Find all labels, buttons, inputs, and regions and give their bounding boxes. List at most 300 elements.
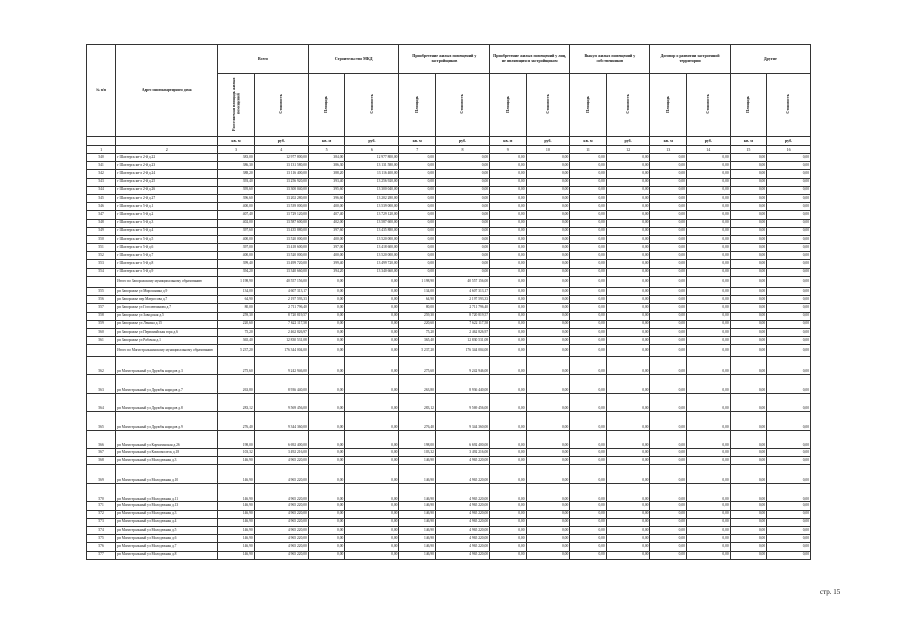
value-cell: 0,00 — [730, 412, 766, 431]
value-cell: 400,00 — [308, 252, 344, 260]
table-row — [87, 457, 811, 465]
value-cell: 0,00 — [308, 535, 344, 543]
value-cell: 0,00 — [308, 312, 344, 320]
value-cell: 0,00 — [490, 244, 526, 252]
table-row — [87, 526, 811, 534]
value-cell: 0,00 — [570, 178, 606, 186]
value-cell: 0,00 — [490, 186, 526, 194]
value-cell: 263,80 — [218, 375, 254, 394]
table-row — [87, 393, 811, 412]
value-cell: 4 965 220,00 — [435, 526, 489, 534]
value-cell: 0,00 — [345, 543, 399, 551]
value-cell: 0,00 — [308, 296, 344, 304]
value-cell: 0,00 — [490, 276, 526, 287]
value-cell: 0,00 — [490, 526, 526, 534]
value-cell: 0,00 — [526, 244, 570, 252]
value-cell: 0,00 — [650, 483, 686, 502]
value-cell: 388,20 — [308, 170, 344, 178]
value-cell: 3 492 216,00 — [254, 449, 308, 457]
value-cell: 0,00 — [570, 252, 606, 260]
header-unit-rub: руб. — [435, 137, 489, 146]
value-cell: 0,00 — [730, 430, 766, 449]
value-cell: 0,00 — [767, 268, 811, 276]
address-cell: рп Запорожье ул Рабочая д.1 — [116, 337, 218, 345]
value-cell: 0,00 — [526, 320, 570, 328]
value-cell: 0,00 — [686, 244, 730, 252]
value-cell: 0,00 — [686, 375, 730, 394]
value-cell: 0,00 — [570, 328, 606, 336]
address-cell: Итого по Запорожскому муниципальному образованию — [116, 276, 218, 287]
table-row — [87, 154, 811, 162]
value-cell: 75,20 — [399, 328, 435, 336]
header-unit-rub: руб. — [526, 137, 570, 146]
value-cell: 0,00 — [570, 186, 606, 194]
value-cell: 0,00 — [399, 252, 435, 260]
value-cell: 4 965 220,00 — [435, 483, 489, 502]
value-cell: 0,00 — [650, 449, 686, 457]
table-row — [87, 304, 811, 312]
value-cell: 0,00 — [767, 288, 811, 296]
value-cell: 0,00 — [730, 543, 766, 551]
value-cell: 0,00 — [490, 296, 526, 304]
value-cell: 0,00 — [686, 178, 730, 186]
value-cell: 0,00 — [308, 337, 344, 345]
value-cell: 0,00 — [606, 268, 650, 276]
column-number: 15 — [730, 146, 766, 154]
column-number: 12 — [606, 146, 650, 154]
value-cell: 0,00 — [606, 483, 650, 502]
value-cell: 4 965 220,00 — [254, 543, 308, 551]
table-row — [87, 211, 811, 219]
address-cell: рп Магистральный ул Молодежная д.6 — [116, 535, 218, 543]
header-unit-m2: кв. м — [730, 137, 766, 146]
value-cell: 0,00 — [767, 465, 811, 484]
address-cell: г Шахтерск кв-л 2-й д.22 — [116, 154, 218, 162]
value-cell: 0,00 — [570, 526, 606, 534]
value-cell: 0,00 — [767, 194, 811, 202]
value-cell: 0,00 — [526, 227, 570, 235]
value-cell: 0,00 — [308, 457, 344, 465]
value-cell: 146,90 — [399, 543, 435, 551]
value-cell: 0,00 — [730, 356, 766, 375]
value-cell: 0,00 — [650, 288, 686, 296]
value-cell: 0,00 — [730, 268, 766, 276]
value-cell: 146,90 — [218, 483, 254, 502]
value-cell: 0,00 — [308, 288, 344, 296]
value-cell: 0,00 — [345, 430, 399, 449]
value-cell: 64,90 — [218, 296, 254, 304]
value-cell: 0,00 — [490, 518, 526, 526]
value-cell: 0,00 — [526, 304, 570, 312]
value-cell: 0,00 — [399, 211, 435, 219]
value-cell: 0,00 — [730, 296, 766, 304]
table-row — [87, 268, 811, 276]
value-cell: 0,00 — [650, 260, 686, 268]
value-cell: 0,00 — [606, 252, 650, 260]
value-cell: 0,00 — [526, 502, 570, 510]
header-group-construction: Строительство МКД — [308, 45, 399, 74]
value-cell: 394,20 — [218, 268, 254, 276]
value-cell: 0,00 — [606, 312, 650, 320]
value-cell: 0,00 — [570, 312, 606, 320]
value-cell: 0,00 — [730, 252, 766, 260]
value-cell: 0,00 — [767, 304, 811, 312]
value-cell: 0,00 — [570, 296, 606, 304]
header-group-buyout: Выкуп жилых помещений у собственников — [570, 45, 650, 74]
value-cell: 0,00 — [650, 510, 686, 518]
value-cell: 0,00 — [570, 518, 606, 526]
value-cell: 0,00 — [570, 535, 606, 543]
value-cell: 0,00 — [308, 502, 344, 510]
value-cell: 0,00 — [730, 393, 766, 412]
value-cell: 0,00 — [650, 320, 686, 328]
value-cell: 0,00 — [650, 186, 686, 194]
value-cell: 0,00 — [570, 345, 606, 356]
value-cell: 0,00 — [767, 252, 811, 260]
value-cell: 0,00 — [490, 465, 526, 484]
value-cell: 393,40 — [308, 178, 344, 186]
value-cell: 12 830 531,08 — [254, 337, 308, 345]
value-cell: 397,60 — [308, 227, 344, 235]
value-cell: 0,00 — [345, 375, 399, 394]
value-cell: 0,00 — [526, 170, 570, 178]
value-cell: 13 499 720,00 — [254, 260, 308, 268]
value-cell: 0,00 — [345, 510, 399, 518]
value-cell: 146,90 — [399, 535, 435, 543]
value-cell: 0,00 — [686, 337, 730, 345]
header-unit-m2: кв. м — [490, 137, 526, 146]
value-cell: 4 965 220,00 — [435, 535, 489, 543]
value-cell: 0,00 — [570, 268, 606, 276]
value-cell: 0,00 — [606, 510, 650, 518]
row-number: 542 — [87, 170, 116, 178]
value-cell: 0,00 — [490, 543, 526, 551]
value-cell: 0,00 — [606, 219, 650, 227]
column-number: 14 — [686, 146, 730, 154]
value-cell: 13 499 720,00 — [345, 260, 399, 268]
value-cell: 0,00 — [686, 235, 730, 243]
address-cell: рп Магистральный ул Молодежная д.7 — [116, 543, 218, 551]
value-cell: 0,00 — [435, 186, 489, 194]
value-cell: 0,00 — [345, 483, 399, 502]
value-cell: 0,00 — [650, 337, 686, 345]
value-cell: 0,00 — [526, 194, 570, 202]
address-cell: г Шахтерск кв-л 5-й д.6 — [116, 244, 218, 252]
value-cell: 0,00 — [650, 375, 686, 394]
table-row — [87, 178, 811, 186]
value-cell: 0,00 — [767, 518, 811, 526]
header-unit-m2: кв. м — [399, 137, 435, 146]
row-number: 569 — [87, 465, 116, 484]
value-cell: 0,00 — [435, 194, 489, 202]
table-row — [87, 219, 811, 227]
value-cell: 0,00 — [686, 194, 730, 202]
value-cell: 13 520 000,00 — [254, 235, 308, 243]
row-number: 563 — [87, 375, 116, 394]
value-cell: 0,00 — [686, 483, 730, 502]
value-cell: 13 131 580,00 — [254, 162, 308, 170]
row-number: 556 — [87, 296, 116, 304]
value-cell: 0,00 — [570, 375, 606, 394]
value-cell: 0,00 — [570, 412, 606, 431]
value-cell: 0,00 — [570, 393, 606, 412]
value-cell: 0,00 — [650, 203, 686, 211]
value-cell: 0,00 — [308, 320, 344, 328]
value-cell: 5 237,20 — [399, 345, 435, 356]
address-cell: г Шахтерск кв-л 5-й д.1 — [116, 203, 218, 211]
header-unit-rub: руб. — [686, 137, 730, 146]
value-cell: 0,00 — [570, 449, 606, 457]
value-cell: 0,00 — [490, 154, 526, 162]
header-sub-cost: Стоимость — [526, 74, 570, 137]
value-cell: 146,90 — [399, 518, 435, 526]
value-cell: 0,00 — [345, 465, 399, 484]
table-header — [87, 45, 811, 154]
value-cell: 0,00 — [650, 178, 686, 186]
value-cell: 0,00 — [767, 535, 811, 543]
value-cell: 4 965 220,00 — [254, 551, 308, 559]
table-row — [87, 551, 811, 559]
value-cell: 0,00 — [490, 203, 526, 211]
value-cell: 0,00 — [526, 252, 570, 260]
row-number: 574 — [87, 526, 116, 534]
value-cell: 103,32 — [399, 449, 435, 457]
value-cell: 0,00 — [526, 543, 570, 551]
value-cell: 402,00 — [218, 219, 254, 227]
value-cell: 9 569 456,00 — [435, 393, 489, 412]
value-cell: 0,00 — [345, 296, 399, 304]
column-number: 5 — [308, 146, 344, 154]
value-cell: 13 256 920,00 — [345, 178, 399, 186]
value-cell: 0,00 — [650, 356, 686, 375]
value-cell: 0,00 — [730, 194, 766, 202]
table-row — [87, 162, 811, 170]
value-cell: 0,00 — [490, 502, 526, 510]
value-cell: 0,00 — [490, 356, 526, 375]
header-unit-m2: кв. м — [308, 137, 344, 146]
value-cell: 0,00 — [570, 227, 606, 235]
value-cell: 0,00 — [606, 375, 650, 394]
address-cell: рп Магистральный ул Молодежная д.10 — [116, 465, 218, 484]
row-number: 557 — [87, 304, 116, 312]
value-cell: 0,00 — [650, 296, 686, 304]
value-cell: 0,00 — [345, 328, 399, 336]
value-cell: 0,00 — [526, 356, 570, 375]
value-cell: 0,00 — [490, 393, 526, 412]
value-cell: 0,00 — [435, 162, 489, 170]
header-sub-area: Площадь — [399, 74, 435, 137]
value-cell: 13 520 000,00 — [254, 252, 308, 260]
value-cell: 0,00 — [490, 304, 526, 312]
value-cell: 0,00 — [606, 260, 650, 268]
value-cell: 276,40 — [218, 412, 254, 431]
header-sub-cost: Стоимость — [345, 74, 399, 137]
value-cell: 0,00 — [606, 526, 650, 534]
value-cell: 0,00 — [650, 154, 686, 162]
value-cell: 0,00 — [399, 268, 435, 276]
column-number: 6 — [345, 146, 399, 154]
value-cell: 0,00 — [767, 356, 811, 375]
value-cell: 13 300 040,00 — [254, 186, 308, 194]
value-cell: 397,00 — [218, 244, 254, 252]
value-cell: 4 965 220,00 — [254, 465, 308, 484]
value-cell: 5 237,20 — [218, 345, 254, 356]
table-row — [87, 312, 811, 320]
row-number: 543 — [87, 178, 116, 186]
value-cell: 393,40 — [218, 178, 254, 186]
value-cell: 0,00 — [345, 412, 399, 431]
row-number: 544 — [87, 186, 116, 194]
header-unit-rub: руб. — [606, 137, 650, 146]
value-cell: 0,00 — [490, 551, 526, 559]
column-number-row — [87, 146, 811, 154]
header-group-other: Другие — [730, 45, 810, 74]
value-cell: 6 692 400,00 — [254, 430, 308, 449]
value-cell: 9 344 360,00 — [254, 412, 308, 431]
value-cell: 0,00 — [686, 304, 730, 312]
value-cell: 0,00 — [686, 211, 730, 219]
value-cell: 0,00 — [767, 219, 811, 227]
value-cell: 0,00 — [686, 219, 730, 227]
value-cell: 0,00 — [686, 510, 730, 518]
value-cell: 0,00 — [570, 276, 606, 287]
row-number: 548 — [87, 219, 116, 227]
value-cell: 0,00 — [490, 320, 526, 328]
value-cell: 0,00 — [526, 430, 570, 449]
value-cell: 0,00 — [650, 276, 686, 287]
value-cell: 176 344 004,00 — [435, 345, 489, 356]
value-cell: 0,00 — [730, 244, 766, 252]
value-cell: 0,00 — [570, 543, 606, 551]
header-unit-blank — [87, 137, 116, 146]
value-cell: 0,00 — [308, 518, 344, 526]
value-cell: 7 622 117,58 — [254, 320, 308, 328]
value-cell: 134,00 — [218, 288, 254, 296]
value-cell: 13 520 000,00 — [345, 252, 399, 260]
address-cell: г Шахтерск кв-л 5-й д.2 — [116, 211, 218, 219]
address-cell: рп Магистральный ул Комсомолеск д.18 — [116, 449, 218, 457]
value-cell: 146,90 — [218, 502, 254, 510]
value-cell: 146,90 — [218, 510, 254, 518]
value-cell: 0,00 — [686, 162, 730, 170]
value-cell: 0,00 — [570, 162, 606, 170]
value-cell: 365,40 — [218, 337, 254, 345]
header-sub-cost: Стоимость — [686, 74, 730, 137]
value-cell: 0,00 — [435, 211, 489, 219]
value-cell: 0,00 — [730, 502, 766, 510]
value-cell: 0,00 — [767, 543, 811, 551]
value-cell: 0,00 — [606, 535, 650, 543]
header-group-nondeveloper-purchase: Приобретение жилых помещений у лиц, не являющихся застройщиком — [490, 45, 570, 74]
value-cell: 0,00 — [650, 252, 686, 260]
value-cell: 0,00 — [767, 154, 811, 162]
value-cell: 0,00 — [686, 186, 730, 194]
value-cell: 0,00 — [686, 551, 730, 559]
value-cell: 0,00 — [490, 162, 526, 170]
value-cell: 13 340 660,00 — [345, 268, 399, 276]
value-cell: 0,00 — [686, 268, 730, 276]
value-cell: 399,40 — [308, 260, 344, 268]
value-cell: 0,00 — [686, 430, 730, 449]
table-row — [87, 252, 811, 260]
address-cell: рп Магистральный ул Молодежная д.11 — [116, 483, 218, 502]
value-cell: 0,00 — [767, 449, 811, 457]
header-unit-blank — [116, 137, 218, 146]
value-cell: 146,90 — [399, 526, 435, 534]
header-sub-area: Площадь — [308, 74, 344, 137]
header-group-development-agreement: Договор о развитии застроенной территории — [650, 45, 730, 74]
value-cell: 0,00 — [490, 430, 526, 449]
header-address: Адрес многоквартирного дома — [116, 45, 218, 137]
value-cell: 0,00 — [606, 465, 650, 484]
value-cell: 0,00 — [435, 154, 489, 162]
value-cell: 0,00 — [345, 518, 399, 526]
value-cell: 0,00 — [526, 260, 570, 268]
header-num: № п/п — [87, 45, 116, 137]
value-cell: 0,00 — [345, 337, 399, 345]
value-cell: 198,00 — [218, 430, 254, 449]
value-cell: 0,00 — [526, 465, 570, 484]
row-number: 546 — [87, 203, 116, 211]
value-cell: 0,00 — [606, 543, 650, 551]
table-row — [87, 320, 811, 328]
table-row — [87, 535, 811, 543]
value-cell: 6 692 400,00 — [435, 430, 489, 449]
value-cell: 0,00 — [399, 186, 435, 194]
value-cell: 0,00 — [650, 430, 686, 449]
value-cell: 394,20 — [308, 268, 344, 276]
value-cell: 146,90 — [399, 457, 435, 465]
header-sub-area-resettled: Расселяемая площадь жилых помещений — [218, 74, 254, 137]
value-cell: 7 622 117,58 — [435, 320, 489, 328]
value-cell: 4 965 220,00 — [435, 465, 489, 484]
value-cell: 399,40 — [218, 260, 254, 268]
value-cell: 13 539 000,00 — [254, 203, 308, 211]
value-cell: 0,00 — [345, 535, 399, 543]
value-cell: 220,60 — [218, 320, 254, 328]
table-row — [87, 543, 811, 551]
value-cell: 0,00 — [345, 345, 399, 356]
value-cell: 0,00 — [606, 345, 650, 356]
value-cell: 0,00 — [686, 543, 730, 551]
value-cell: 0,00 — [308, 543, 344, 551]
value-cell: 0,00 — [570, 457, 606, 465]
value-cell: 4 965 220,00 — [435, 457, 489, 465]
value-cell: 0,00 — [308, 551, 344, 559]
value-cell: 0,00 — [490, 375, 526, 394]
value-cell: 0,00 — [730, 211, 766, 219]
value-cell: 8 720 819,57 — [435, 312, 489, 320]
value-cell: 12 830 531,08 — [435, 337, 489, 345]
value-cell: 9 569 456,00 — [254, 393, 308, 412]
table-row — [87, 288, 811, 296]
address-cell: г Шахтерск кв-л 5-й д.8 — [116, 260, 218, 268]
value-cell: 0,00 — [730, 227, 766, 235]
row-number: 559 — [87, 320, 116, 328]
value-cell: 0,00 — [650, 412, 686, 431]
row-number: 564 — [87, 393, 116, 412]
value-cell: 146,90 — [218, 457, 254, 465]
value-cell: 400,00 — [308, 235, 344, 243]
value-cell: 0,00 — [490, 170, 526, 178]
value-cell: 0,00 — [345, 526, 399, 534]
value-cell: 0,00 — [686, 154, 730, 162]
value-cell: 0,00 — [308, 345, 344, 356]
value-cell: 0,00 — [526, 219, 570, 227]
value-cell: 0,00 — [490, 345, 526, 356]
address-cell: г Шахтерск кв-л 2-й д.26 — [116, 186, 218, 194]
value-cell: 0,00 — [526, 375, 570, 394]
